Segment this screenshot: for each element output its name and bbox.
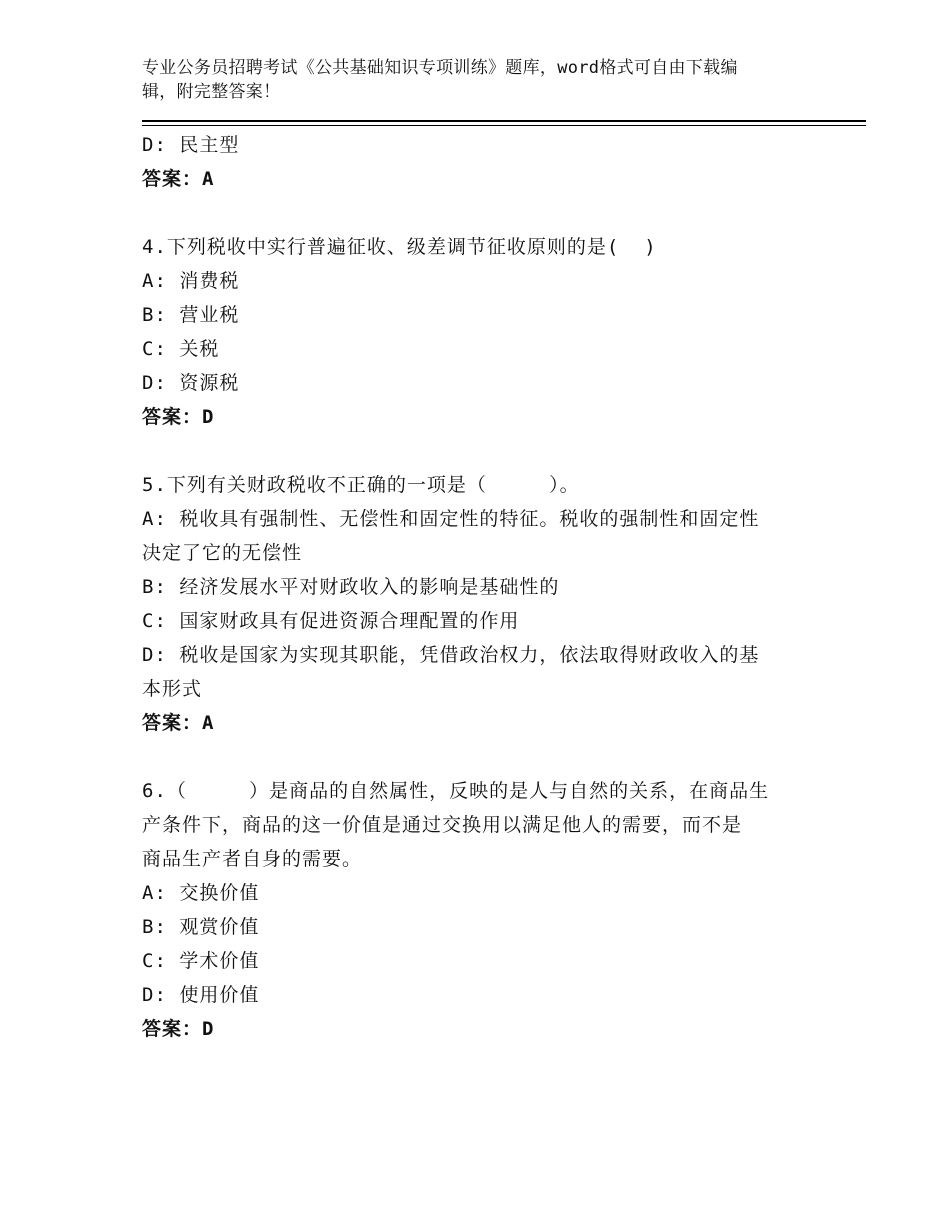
question-3-tail: [142, 128, 822, 196]
question-stem: 5.下列有关财政税收不正确的一项是（ ）。: [142, 474, 580, 496]
option-b: B: 营业税: [142, 304, 240, 326]
option-c: C: 学术价值: [142, 950, 260, 972]
question-5: [142, 468, 822, 740]
answer: 答案：A: [142, 168, 215, 190]
option-b: B: 观赏价值: [142, 916, 260, 938]
question-stem-line-3: 商品生产者自身的需要。: [142, 848, 363, 870]
option-a-line-2: 决定了它的无偿性: [142, 542, 303, 564]
answer: 答案：A: [142, 712, 215, 734]
option-a: A: 消费税: [142, 270, 240, 292]
question-stem: 4.下列税收中实行普遍征收、级差调节征收原则的是( ): [142, 236, 657, 258]
option-c: C: 关税: [142, 338, 220, 360]
spacer: [142, 434, 822, 468]
question-6: [142, 774, 822, 1046]
question-4: [142, 230, 822, 434]
header-divider-thick: [142, 120, 866, 122]
header-line-2: 辑，附完整答案！: [142, 82, 281, 102]
header-divider-thin: [142, 125, 866, 126]
answer: 答案：D: [142, 1018, 215, 1040]
question-stem-line-2: 产条件下，商品的这一价值是通过交换用以满足他人的需要，而不是: [142, 814, 743, 836]
option-a-line-1: A: 税收具有强制性、无偿性和固定性的特征。税收的强制性和固定性: [142, 508, 760, 530]
spacer: [142, 740, 822, 774]
spacer: [142, 196, 822, 230]
option-c: C: 国家财政具有促进资源合理配置的作用: [142, 610, 520, 632]
option-d: D: 民主型: [142, 134, 240, 156]
option-b: B: 经济发展水平对财政收入的影响是基础性的: [142, 576, 560, 598]
option-a: A: 交换价值: [142, 882, 260, 904]
option-d: D: 使用价值: [142, 984, 260, 1006]
answer: 答案：D: [142, 406, 215, 428]
question-content: [142, 128, 822, 1046]
option-d: D: 资源税: [142, 372, 240, 394]
option-d-line-1: D: 税收是国家为实现其职能，凭借政治权力，依法取得财政收入的基: [142, 644, 760, 666]
question-stem-line-1: 6.（ ）是商品的自然属性，反映的是人与自然的关系，在商品生: [142, 780, 770, 802]
option-d-line-2: 本形式: [142, 678, 203, 700]
header-line-1: 专业公务员招聘考试《公共基础知识专项训练》题库，word格式可自由下载编: [142, 58, 738, 78]
page-header: [142, 56, 822, 104]
